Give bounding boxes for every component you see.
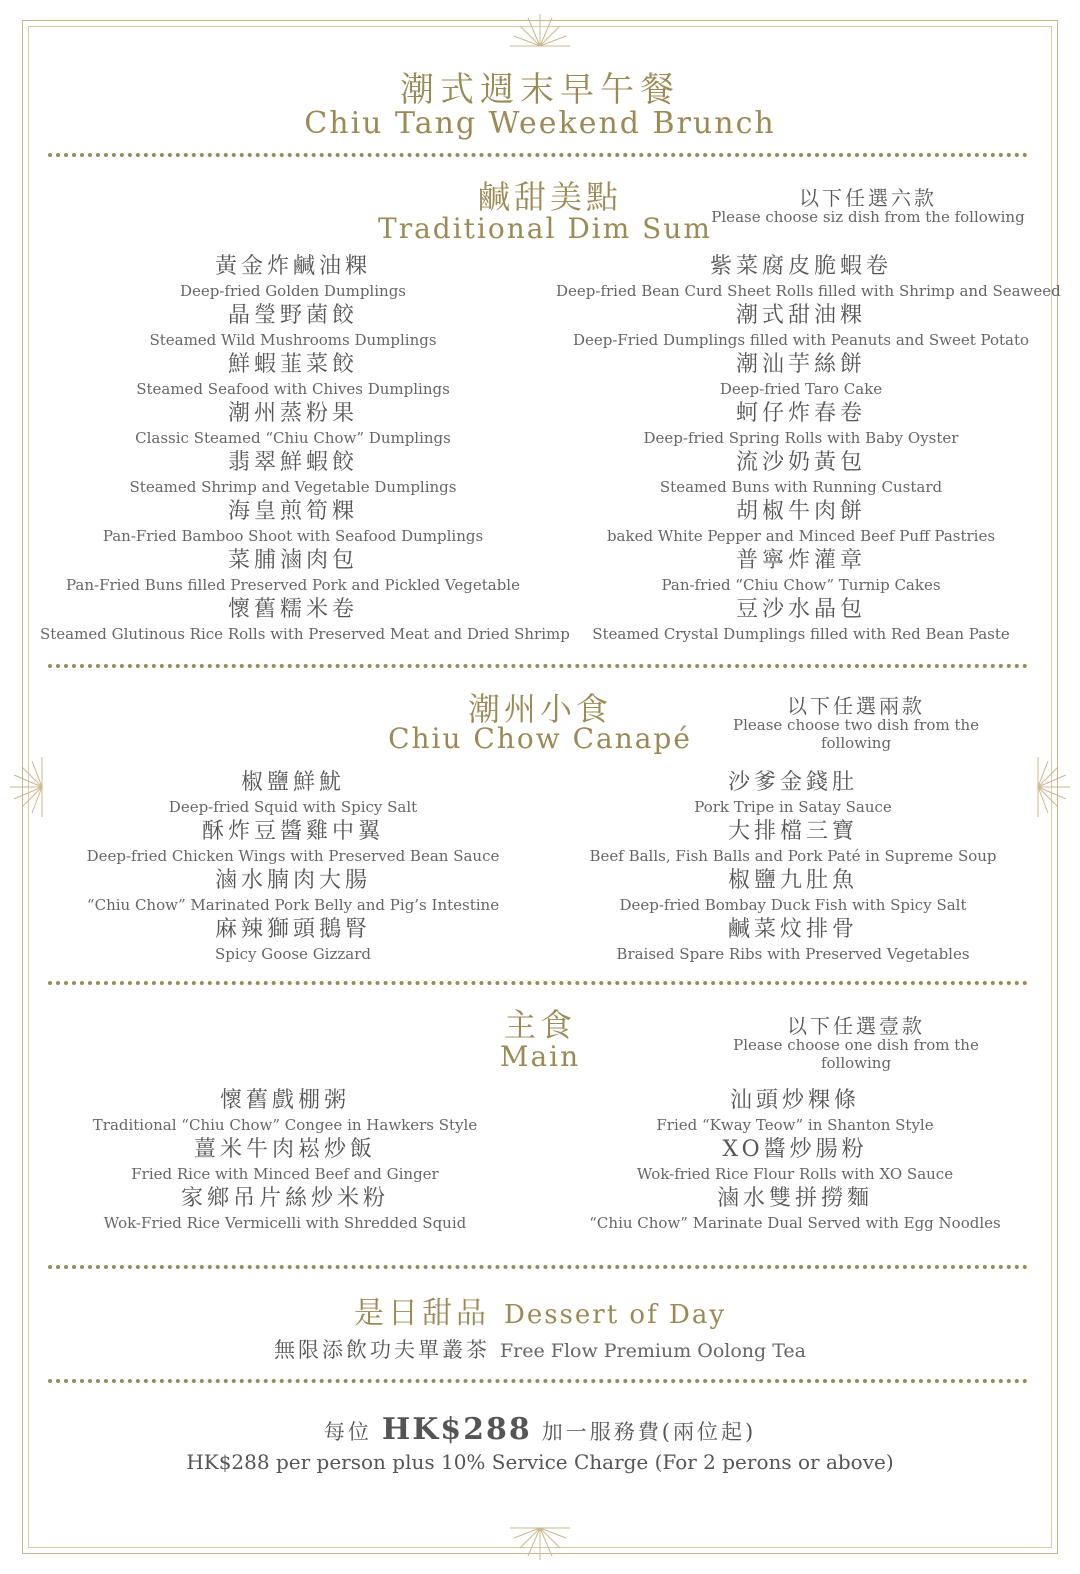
menu-item — [40, 254, 546, 303]
main-instruction-zh: 以下任選壹款 — [787, 1014, 925, 1038]
dessert-heading — [0, 1288, 1080, 1332]
menu-item-en: Steamed Crystal Dumplings filled with Red Bean Paste — [592, 625, 1010, 643]
menu-item-zh: 普寧炸灌章 — [735, 548, 866, 573]
menu-item — [40, 499, 546, 548]
price-prefix-zh: 每位 — [323, 1420, 372, 1444]
menu-item — [40, 770, 546, 819]
dessert-title-en: Dessert of Day — [503, 1300, 727, 1330]
menu-item-en: Deep-fried Taro Cake — [719, 380, 883, 398]
menu-item-zh: 大排檔三寶 — [727, 819, 858, 844]
menu-item — [40, 352, 546, 401]
divider — [48, 664, 1028, 668]
main-left-column — [40, 1088, 530, 1235]
bottom-fan-ornament — [500, 1526, 580, 1566]
divider — [48, 1265, 1028, 1269]
canape-right-column — [546, 770, 1040, 966]
tea-en: Free Flow Premium Oolong Tea — [499, 1340, 807, 1362]
menu-item — [40, 450, 546, 499]
menu-item-zh: 酥炸豆醬雞中翼 — [201, 819, 384, 844]
menu-item-en: Steamed Wild Mushrooms Dumplings — [149, 331, 437, 349]
menu-item — [40, 868, 546, 917]
menu-item-zh: 薑米牛肉崧炒飯 — [193, 1137, 376, 1162]
menu-item — [556, 597, 1046, 646]
menu-item-en: Steamed Seafood with Chives Dumplings — [136, 380, 450, 398]
right-fan-ornament — [1036, 747, 1076, 827]
menu-item — [40, 917, 546, 966]
menu-item — [40, 303, 546, 352]
menu-item-en: Steamed Glutinous Rice Rolls with Preserved Meat and Dried Shrimp — [40, 625, 570, 643]
menu-item-zh: 椒鹽鮮魷 — [240, 770, 345, 795]
canape-left-column — [40, 770, 546, 966]
menu-item — [556, 401, 1046, 450]
menu-item-en: Deep-fried Chicken Wings with Preserved Bean Sauce — [86, 847, 500, 865]
menu-item — [550, 1088, 1040, 1137]
canape-title-zh: 潮州小食 — [467, 690, 612, 728]
menu-item-zh: 晶瑩野菌餃 — [227, 303, 358, 328]
menu-item — [556, 352, 1046, 401]
menu-item-zh: XO醬炒腸粉 — [722, 1137, 868, 1162]
menu-item-en: Fried Rice with Minced Beef and Ginger — [131, 1165, 439, 1183]
menu-item-en: Deep-fried Bean Curd Sheet Rolls filled with Shrimp and Seaweed — [556, 282, 1061, 300]
dessert-title-zh: 是日甜品 — [353, 1296, 490, 1331]
menu-item — [40, 597, 570, 646]
menu-item-zh: 懷舊戲棚粥 — [219, 1088, 350, 1113]
menu-item-zh: 蚵仔炸春卷 — [735, 401, 866, 426]
divider — [48, 1379, 1028, 1383]
tea-zh: 無限添飲功夫單叢茶 — [273, 1338, 490, 1362]
main-title-en: Main — [499, 1040, 581, 1073]
menu-item-en: Fried “Kway Teow” in Shanton Style — [656, 1116, 934, 1134]
menu-item — [546, 917, 1040, 966]
menu-item-zh: 鮮蝦韮菜餃 — [227, 352, 358, 377]
menu-item-zh: 海皇煎筍粿 — [227, 499, 358, 524]
menu-item — [40, 1137, 530, 1186]
menu-item-en: Deep-fried Golden Dumplings — [179, 282, 406, 300]
menu-item-zh: 潮式甜油粿 — [735, 303, 866, 328]
menu-item — [556, 548, 1046, 597]
menu-item-en: Spicy Goose Gizzard — [214, 945, 371, 963]
divider — [48, 153, 1028, 157]
menu-item-zh: 麻辣獅頭鵝腎 — [214, 917, 371, 942]
menu-item-zh: 椒鹽九肚魚 — [727, 868, 858, 893]
menu-item — [40, 401, 546, 450]
menu-item-zh: 紫菜腐皮脆蝦卷 — [709, 254, 892, 279]
menu-item-en: “Chiu Chow” Marinate Dual Served with Egg Noodles — [589, 1214, 1001, 1232]
dim-sum-title-en: Traditional Dim Sum — [378, 212, 712, 245]
top-fan-ornament — [500, 8, 580, 48]
dim-sum-instruction-zh: 以下任選六款 — [799, 186, 937, 210]
tea-line — [0, 1334, 1080, 1364]
menu-item-zh: 菜脯滷肉包 — [227, 548, 358, 573]
canape-instruction-en: Please choose two dish from the following — [732, 716, 980, 752]
menu-item-zh: 潮汕芋絲餅 — [735, 352, 866, 377]
menu-item-en: Wok-Fried Rice Vermicelli with Shredded Squid — [103, 1214, 467, 1232]
menu-item-en: Deep-fried Squid with Spicy Salt — [168, 798, 418, 816]
menu-item-en: Steamed Shrimp and Vegetable Dumplings — [129, 478, 457, 496]
menu-item-en: Steamed Buns with Running Custard — [659, 478, 943, 496]
menu-item-zh: 滷水雙拼撈麵 — [716, 1186, 873, 1211]
menu-item-en: Wok-fried Rice Flour Rolls with XO Sauce — [636, 1165, 954, 1183]
menu-item — [40, 1088, 530, 1137]
menu-item — [550, 1137, 1040, 1186]
main-right-column — [550, 1088, 1040, 1235]
menu-item — [556, 254, 1061, 303]
menu-item-en: “Chiu Chow” Marinated Pork Belly and Pig’s Intestine — [86, 896, 500, 914]
menu-item — [40, 1186, 530, 1235]
menu-item-zh: 胡椒牛肉餅 — [735, 499, 866, 524]
menu-item-en: Braised Spare Ribs with Preserved Vegetables — [616, 945, 970, 963]
left-fan-ornament — [4, 747, 44, 827]
menu-item-en: Deep-Fried Dumplings filled with Peanuts and Sweet Potato — [572, 331, 1030, 349]
menu-item — [556, 499, 1046, 548]
menu-item — [556, 303, 1046, 352]
menu-item-en: Beef Balls, Fish Balls and Pork Paté in Supreme Soup — [589, 847, 997, 865]
menu-item — [556, 450, 1046, 499]
menu-item — [546, 868, 1040, 917]
canape-instruction-zh: 以下任選兩款 — [787, 694, 925, 718]
menu-item-zh: 滷水腩肉大腸 — [214, 868, 371, 893]
menu-item-zh: 流沙奶黃包 — [735, 450, 866, 475]
menu-item-zh: 沙爹金錢肚 — [727, 770, 858, 795]
menu-item-en: Deep-fried Bombay Duck Fish with Spicy Salt — [619, 896, 967, 914]
menu-item-en: Deep-fried Spring Rolls with Baby Oyster — [643, 429, 959, 447]
menu-item-zh: 懷舊糯米卷 — [227, 597, 358, 622]
menu-item-zh: 豆沙水晶包 — [735, 597, 866, 622]
menu-title-en: Chiu Tang Weekend Brunch — [304, 106, 776, 141]
menu-item — [546, 819, 1040, 868]
menu-item-en: Pan-fried “Chiu Chow” Turnip Cakes — [661, 576, 941, 594]
menu-item-en: Pan-Fried Bamboo Shoot with Seafood Dumplings — [102, 527, 484, 545]
price-line-en: HK$288 per person plus 10% Service Charge (For 2 perons or above) — [186, 1450, 894, 1474]
menu-item-en: Traditional “Chiu Chow” Congee in Hawkers Style — [92, 1116, 478, 1134]
menu-item — [40, 819, 546, 868]
menu-item-zh: 黃金炸鹹油粿 — [214, 254, 371, 279]
menu-item-zh: 翡翠鮮蝦餃 — [227, 450, 358, 475]
price-line-zh — [0, 1412, 1080, 1447]
menu-item-en: baked White Pepper and Minced Beef Puff Pastries — [606, 527, 996, 545]
menu-item — [40, 548, 546, 597]
dim-sum-right-column — [556, 254, 1061, 646]
menu-title-zh: 潮式週末早午餐 — [400, 70, 680, 110]
main-instruction-en: Please choose one dish from the following — [733, 1036, 979, 1072]
menu-item-en: Pan-Fried Buns filled Preserved Pork and Pickled Vegetable — [66, 576, 520, 594]
canape-title-en: Chiu Chow Canapé — [388, 722, 692, 755]
dim-sum-left-column — [40, 254, 570, 646]
main-title-zh: 主食 — [503, 1006, 576, 1044]
menu-item-zh: 汕頭炒粿條 — [729, 1088, 860, 1113]
menu-item — [546, 770, 1040, 819]
price-suffix-zh: 加一服務費(兩位起) — [541, 1420, 757, 1444]
menu-item-zh: 家鄉吊片絲炒米粉 — [180, 1186, 389, 1211]
menu-item-en: Pork Tripe in Satay Sauce — [694, 798, 892, 816]
menu-item-zh: 潮州蒸粉果 — [227, 401, 358, 426]
menu-item — [550, 1186, 1040, 1235]
dim-sum-title-zh: 鹹甜美點 — [477, 178, 622, 216]
dim-sum-instruction-en: Please choose siz dish from the following — [711, 208, 1025, 226]
divider — [48, 981, 1028, 985]
menu-item-zh: 鹹菜炆排骨 — [727, 917, 858, 942]
menu-item-en: Classic Steamed “Chiu Chow” Dumplings — [135, 429, 451, 447]
price-amount: HK$288 — [381, 1412, 532, 1447]
